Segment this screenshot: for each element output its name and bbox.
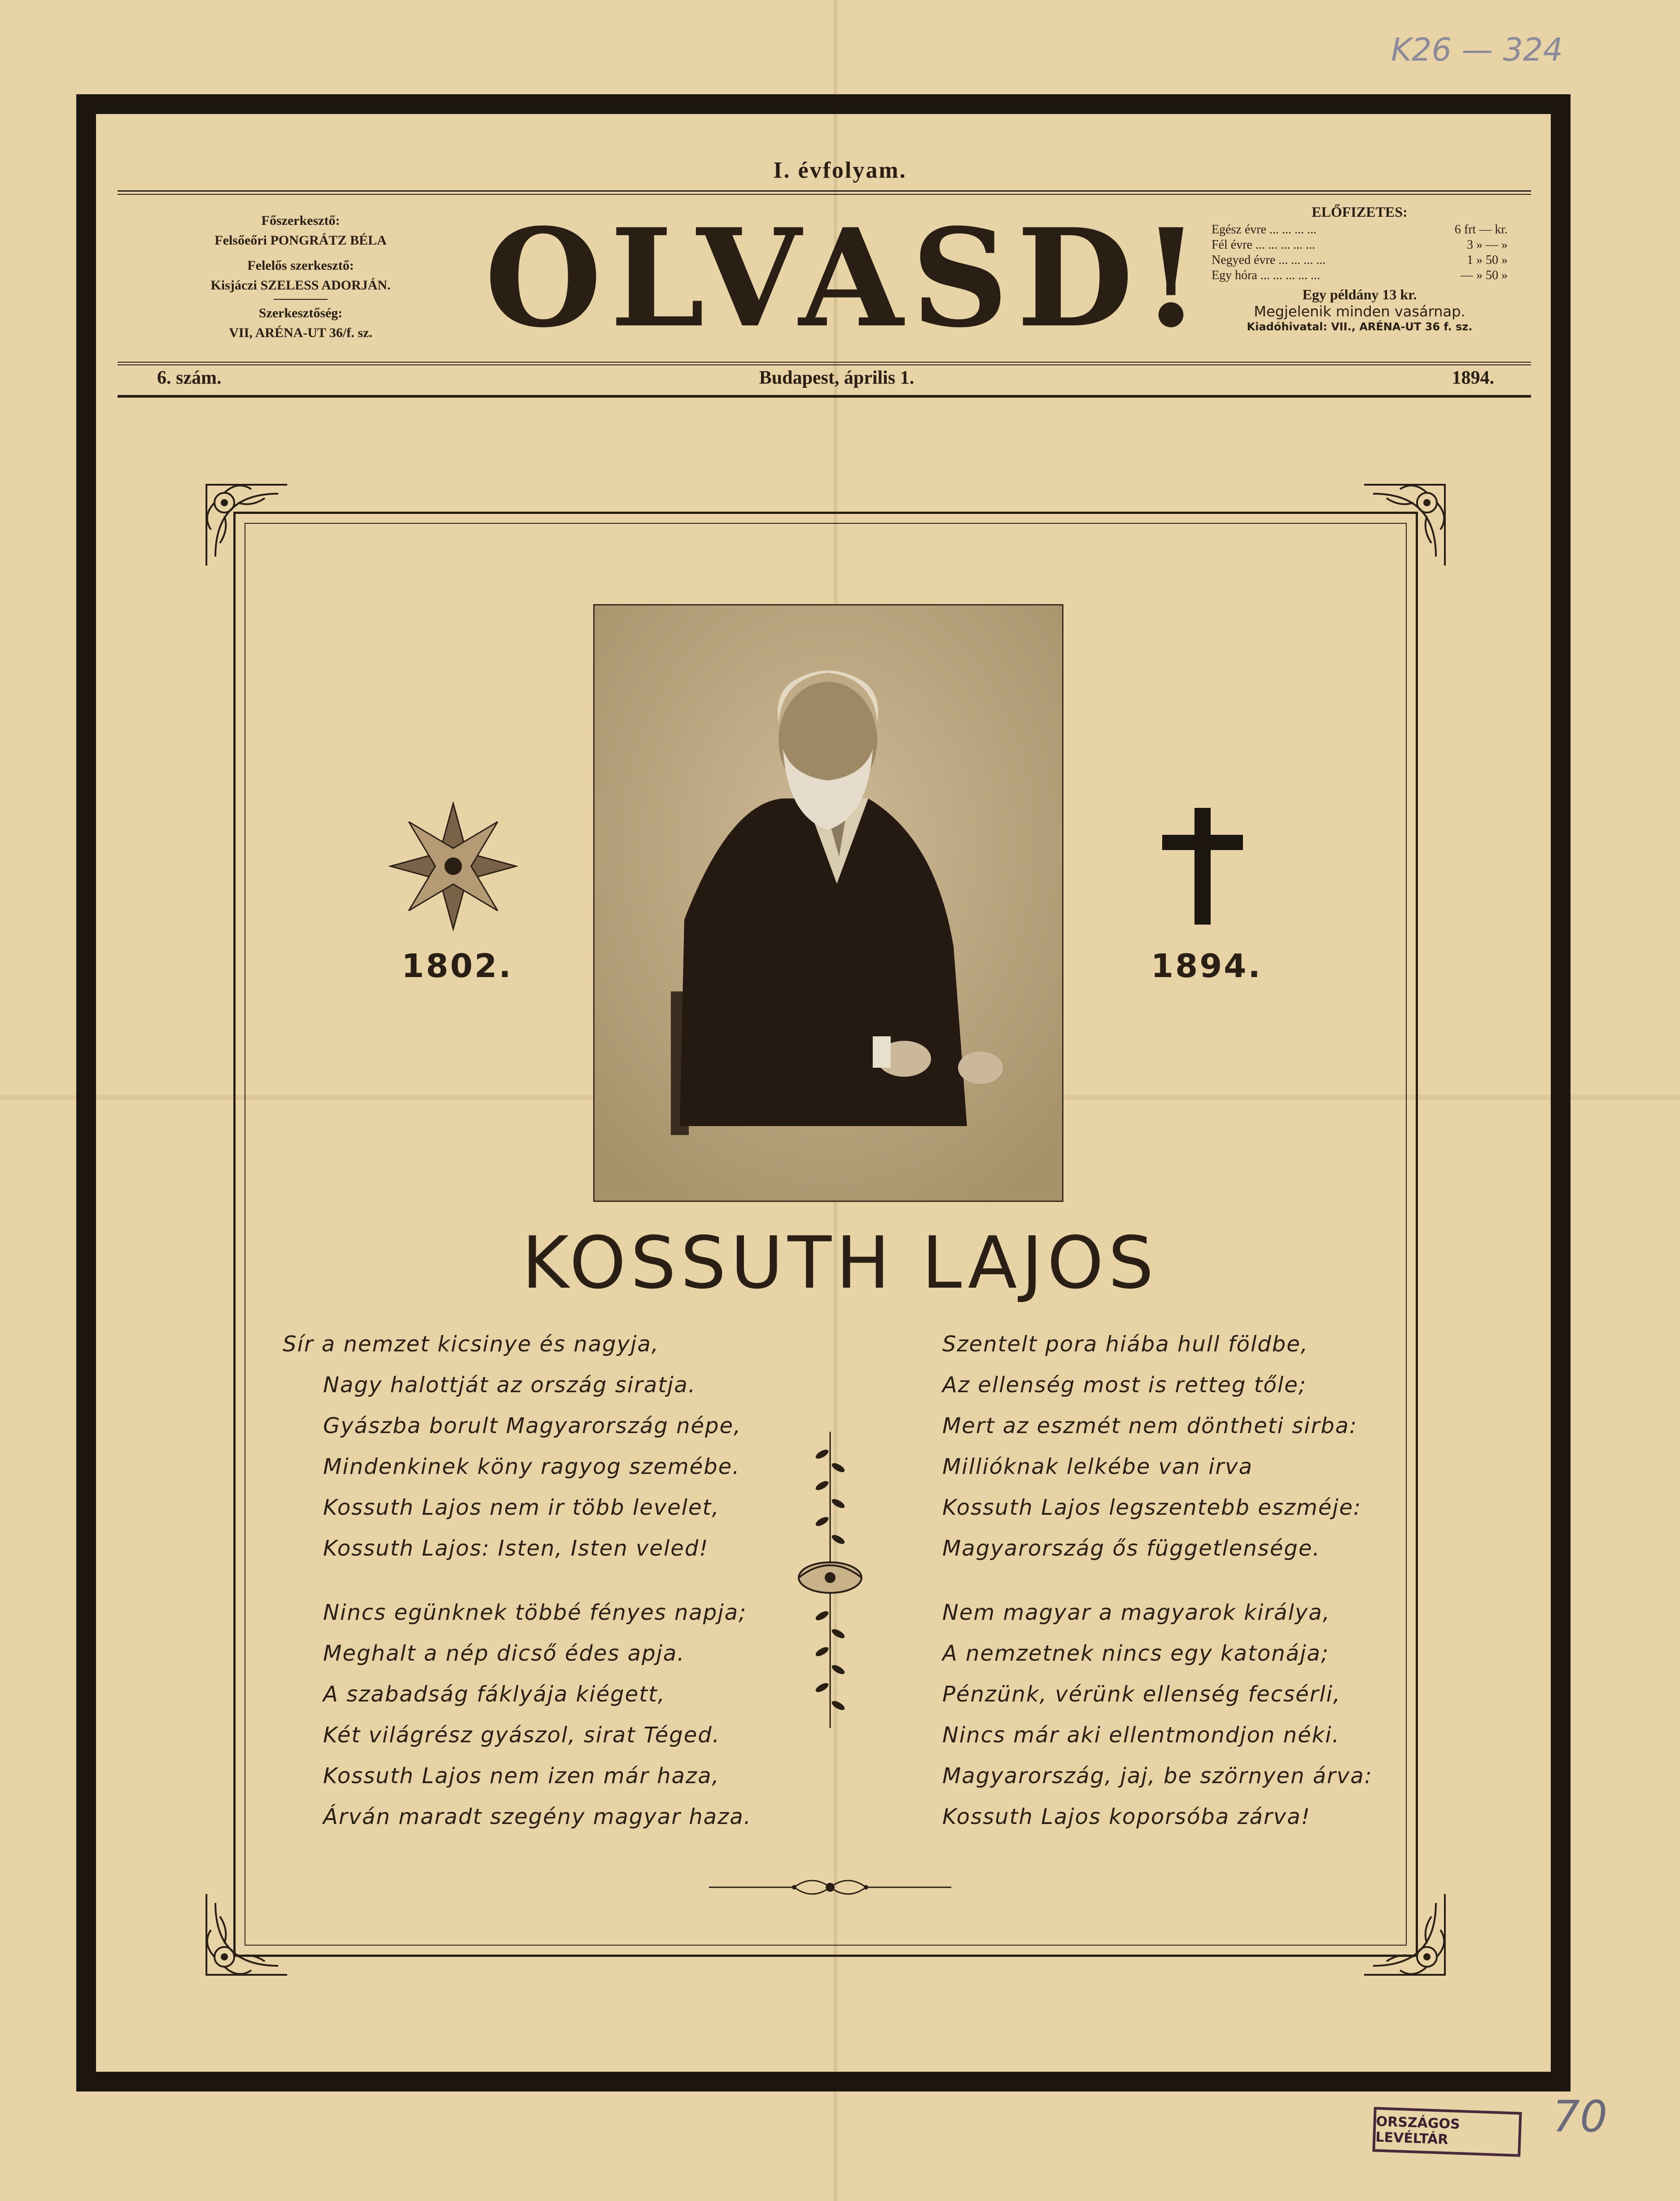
memorial-name: KOSSUTH LAJOS: [521, 1221, 1159, 1305]
header-rule-top-thin: [118, 194, 1531, 195]
poem-left-column: [283, 1324, 790, 1861]
dateline-rule-top-thin: [118, 364, 1531, 365]
chief-editor-name: Felsőeőri PONGRÁTZ BÉLA: [214, 233, 387, 248]
cross-icon: [1158, 803, 1247, 929]
poem-right-column: [942, 1324, 1400, 1861]
archive-page-number: 70: [1553, 2091, 1608, 2142]
poem-stanza: [283, 1324, 790, 1569]
poem-line: Nagy halottját az ország siratja.: [323, 1372, 696, 1398]
subscription-period: Egy hóra ... ... ... ... ...: [1212, 268, 1320, 282]
responsible-editor-label: Felelős szerkesztő:: [247, 258, 354, 273]
poem-stanza: [283, 1592, 790, 1837]
responsible-editor-name: Kisjáczi SZELESS ADORJÁN.: [210, 278, 391, 293]
subscription-row: [1212, 253, 1508, 268]
poem-line: Szentelt pora hiába hull földbe,: [942, 1332, 1309, 1357]
place-date: Budapest, április 1.: [759, 368, 914, 388]
chief-editor-label: Főszerkesztő:: [261, 213, 340, 228]
issue-year: 1894.: [1452, 368, 1494, 388]
poem-line: Nincs egünknek többé fényes napja;: [323, 1600, 747, 1625]
portrait-image: [593, 604, 1063, 1202]
poem-stanza: [942, 1592, 1400, 1837]
poem-stanza: [942, 1324, 1400, 1569]
poem-line: Mindenkinek köny ragyog szemébe.: [323, 1454, 740, 1479]
poem-line: Magyarország ős függetlensége.: [942, 1536, 1321, 1561]
poem-line: Mert az eszmét nem döntheti sirba:: [942, 1413, 1358, 1438]
publishing-office: Kiadóhivatal: VII., ARÉNA-UT 36 f. sz.: [1247, 320, 1473, 333]
archive-stamp: ORSZÁGOS LEVÉLTÁR: [1372, 2107, 1522, 2157]
poem-line: Kossuth Lajos nem izen már haza,: [323, 1763, 720, 1789]
subscription-row: [1212, 268, 1508, 283]
subscription-price: 1 » 50 »: [1467, 253, 1508, 267]
poem-line: Az ellenség most is retteg tőle;: [942, 1372, 1307, 1398]
editors-separator: [274, 299, 328, 300]
single-copy-price: Egy példány 13 kr.: [1302, 286, 1417, 303]
poem-line: Kossuth Lajos nem ir több levelet,: [323, 1495, 720, 1520]
birth-year: 1802.: [402, 947, 513, 985]
poem-line: Gyászba borult Magyarország népe,: [323, 1413, 742, 1438]
subscription-row: [1212, 222, 1508, 237]
corner-ornament-icon: [1355, 476, 1454, 574]
death-year: 1894.: [1151, 947, 1262, 985]
bottom-flourish-icon: [704, 1872, 956, 1903]
floral-spray-icon: [781, 1427, 879, 1732]
subscription-period: Negyed évre ... ... ... ...: [1212, 253, 1326, 267]
poem-line: Két világrész gyászol, sirat Téged.: [323, 1723, 720, 1748]
corner-ornament-icon: [197, 476, 296, 574]
subscription-price: — » 50 »: [1461, 268, 1508, 282]
subscription-price: 3 » — »: [1467, 238, 1508, 252]
subscription-block: [1212, 204, 1508, 334]
poem-line: Nincs már aki ellentmondjon néki.: [942, 1723, 1340, 1748]
issue-number: 6. szám.: [157, 368, 222, 388]
subscription-title: ELŐFIZETES:: [1312, 204, 1408, 220]
poem-line: A szabadság fáklyája kiégett,: [323, 1682, 666, 1707]
poem-line: A nemzetnek nincs egy katonája;: [942, 1641, 1330, 1666]
editorial-office-address: VII, ARÉNA-UT 36/f. sz.: [229, 325, 372, 340]
poem-line: Kossuth Lajos legszentebb eszméje:: [942, 1495, 1362, 1520]
archive-handwritten-note: K26 — 324: [1391, 31, 1563, 68]
header-rule-top: [118, 190, 1531, 192]
eight-point-star-icon: [386, 799, 521, 934]
dateline: [157, 367, 1494, 389]
poem-line: Nem magyar a magyarok királya,: [942, 1600, 1330, 1625]
poem-line: Kossuth Lajos: Isten, Isten veled!: [323, 1536, 709, 1561]
editors-block: [153, 211, 449, 343]
corner-ornament-icon: [197, 1885, 296, 1984]
subscription-price: 6 frt — kr.: [1454, 223, 1508, 237]
subscription-period: Fél évre ... ... ... ... ...: [1212, 238, 1315, 252]
masthead-title: OLVASD!: [485, 199, 1209, 357]
poem-line: Magyarország, jaj, be szörnyen árva:: [942, 1763, 1373, 1789]
editorial-office-label: Szerkesztőség:: [258, 306, 343, 320]
poem-line: Pénzünk, vérünk ellenség fecsérli,: [942, 1682, 1341, 1707]
poem-line: Sír a nemzet kicsinye és nagyja,: [283, 1332, 659, 1357]
dateline-rule-top: [118, 362, 1531, 363]
corner-ornament-icon: [1355, 1885, 1454, 1984]
volume-label: I. évfolyam.: [773, 158, 907, 183]
portrait-photo-icon: [595, 605, 1062, 1201]
subscription-row: [1212, 237, 1508, 253]
poem-line: Meghalt a nép dicső édes apja.: [323, 1641, 685, 1666]
dateline-rule-bottom: [118, 395, 1531, 398]
poem-line: Árván maradt szegény magyar haza.: [323, 1804, 752, 1829]
poem-line: Kossuth Lajos koporsóba zárva!: [942, 1804, 1311, 1829]
poem-line: Millióknak lelkébe van irva: [942, 1454, 1253, 1479]
publication-schedule: Megjelenik minden vasárnap.: [1254, 303, 1466, 320]
subscription-period: Egész évre ... ... ... ...: [1212, 223, 1317, 237]
